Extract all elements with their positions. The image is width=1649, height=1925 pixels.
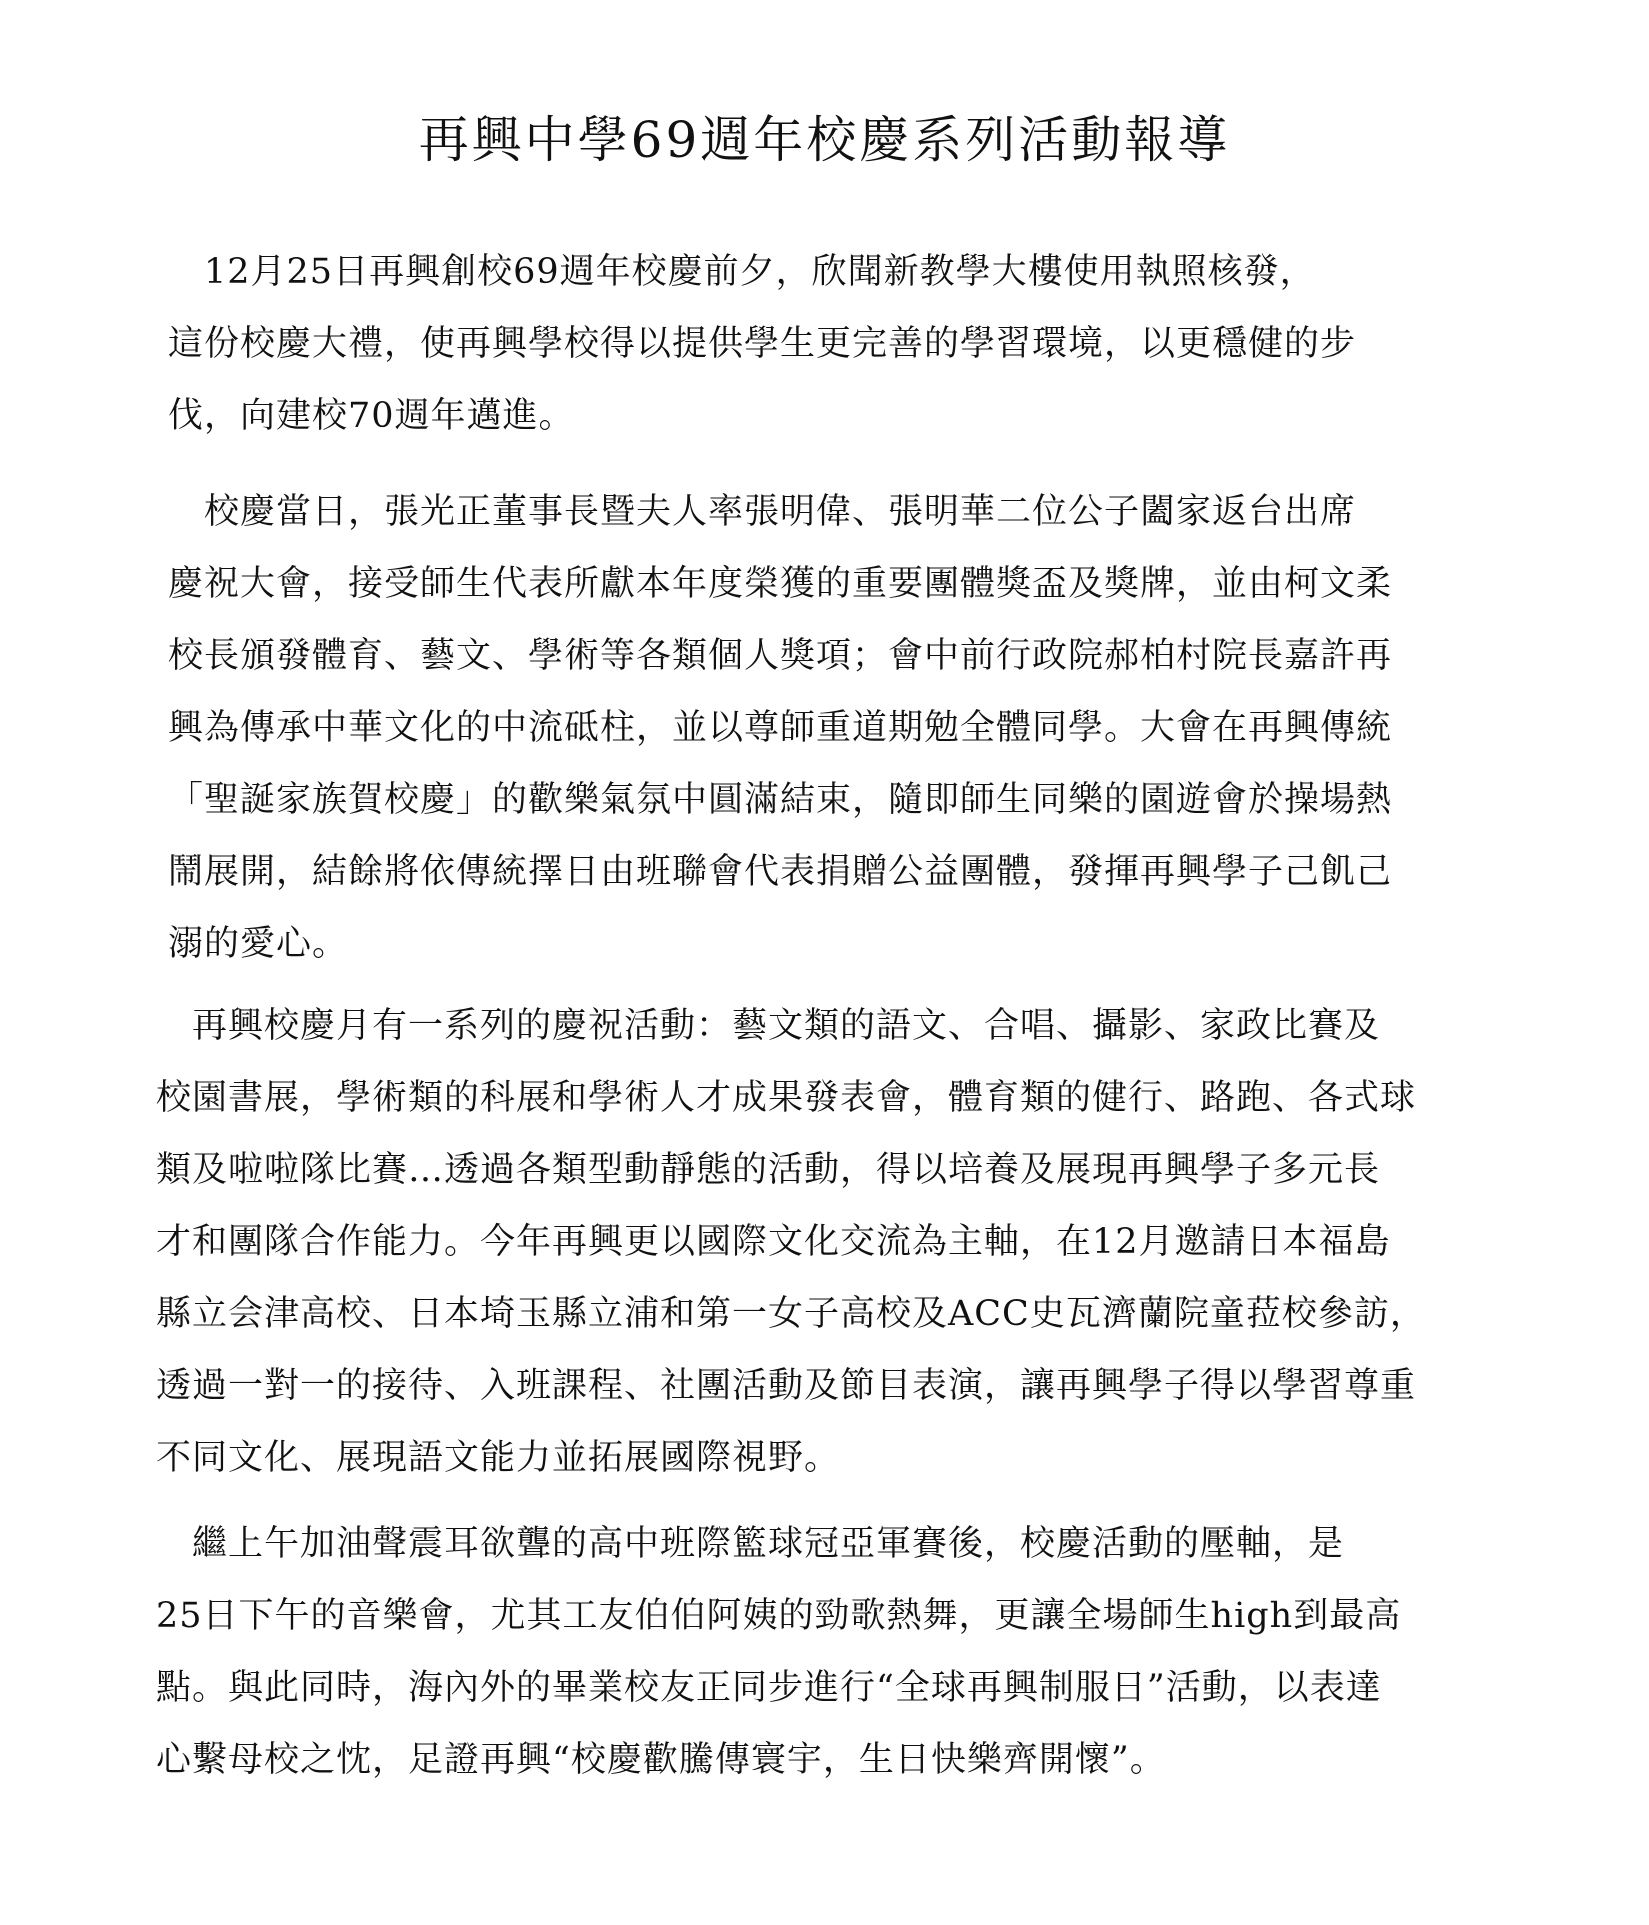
paragraph-line: 透過一對一的接待、入班課程、社團活動及節目表演，讓再興學子得以學習尊重 — [156, 1366, 1417, 1406]
paragraph-4 — [156, 1508, 1401, 1796]
paragraph-line: 類及啦啦隊比賽…透過各類型動靜態的活動，得以培養及展現再興學子多元長 — [156, 1150, 1381, 1190]
paragraph-line: 校長頒發體育、藝文、學術等各類個人獎項；會中前行政院郝柏村院長嘉許再 — [168, 636, 1393, 676]
paragraph-line: 這份校慶大禮，使再興學校得以提供學生更完善的學習環境，以更穩健的步 — [168, 324, 1357, 364]
paragraph-line: 再興校慶月有一系列的慶祝活動：藝文類的語文、合唱、攝影、家政比賽及 — [156, 1006, 1381, 1046]
paragraph-line: 才和團隊合作能力。今年再興更以國際文化交流為主軸，在12月邀請日本福島 — [156, 1222, 1391, 1262]
paragraph-2 — [168, 476, 1392, 980]
paragraph-line: 不同文化、展現語文能力並拓展國際視野。 — [156, 1438, 841, 1478]
paragraph-line: 點。與此同時，海內外的畢業校友正同步進行“全球再興制服日”活動，以表達 — [156, 1668, 1382, 1708]
paragraph-1 — [168, 236, 1356, 452]
paragraph-line: 「聖誕家族賀校慶」的歡樂氣氛中圓滿結束，隨即師生同樂的園遊會於操場熱 — [168, 780, 1393, 820]
paragraph-3 — [156, 990, 1426, 1494]
paragraph-line: 溺的愛心。 — [168, 924, 349, 964]
document-title: 再興中學69週年校慶系列活動報導 — [418, 111, 1231, 169]
paragraph-line: 興為傳承中華文化的中流砥柱，並以尊師重道期勉全體同學。大會在再興傳統 — [168, 708, 1393, 748]
paragraph-line: 縣立会津高校、日本埼玉縣立浦和第一女子高校及ACC史瓦濟蘭院童菈校參訪， — [156, 1294, 1426, 1334]
paragraph-line: 慶祝大會，接受師生代表所獻本年度榮獲的重要團體獎盃及獎牌，並由柯文柔 — [168, 564, 1393, 604]
paragraph-line: 繼上午加油聲震耳欲聾的高中班際籃球冠亞軍賽後，校慶活動的壓軸，是 — [156, 1524, 1345, 1564]
paragraph-line: 校園書展，學術類的科展和學術人才成果發表會，體育類的健行、路跑、各式球 — [156, 1078, 1417, 1118]
paragraph-line: 25日下午的音樂會，尤其工友伯伯阿姨的勁歌熱舞，更讓全場師生high到最高 — [156, 1596, 1402, 1636]
paragraph-line: 心繫母校之忱，足證再興“校慶歡騰傳寰宇，生日快樂齊開懷”。 — [156, 1740, 1166, 1780]
paragraph-line: 12月25日再興創校69週年校慶前夕，欣聞新教學大樓使用執照核發， — [168, 252, 1316, 292]
paragraph-line: 校慶當日，張光正董事長暨夫人率張明偉、張明華二位公子闔家返台出席 — [168, 492, 1357, 532]
paragraph-line: 伐，向建校70週年邁進。 — [168, 396, 575, 436]
paragraph-line: 鬧展開，結餘將依傳統擇日由班聯會代表捐贈公益團體，發揮再興學子己飢己 — [168, 852, 1393, 892]
